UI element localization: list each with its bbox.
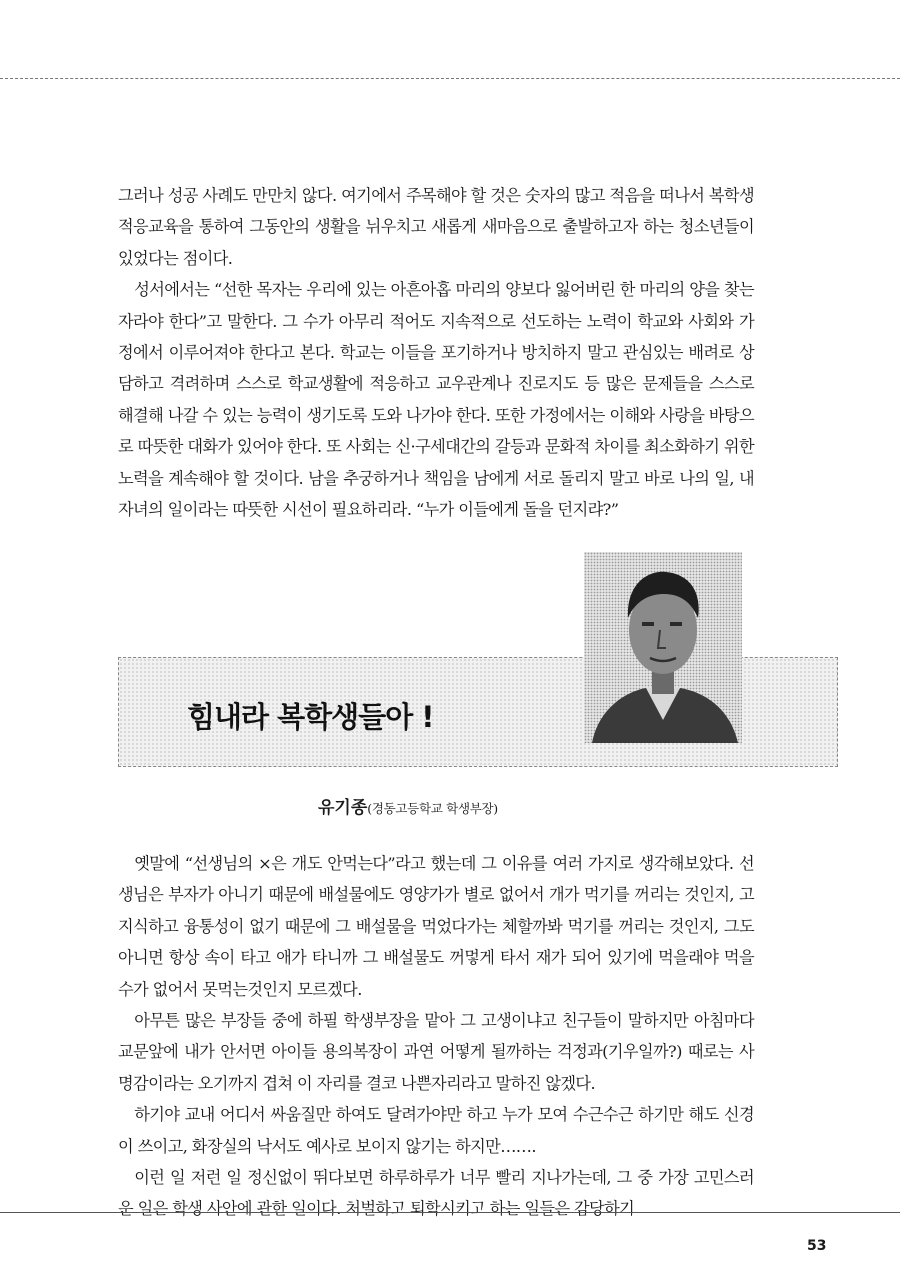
author-role: (경동고등학교 학생부장) — [367, 801, 498, 816]
page-number: 53 — [807, 1238, 827, 1254]
paragraph: 성서에서는 “선한 목자는 우리에 있는 아흔아홉 마리의 양보다 잃어버린 한 마리의 양을 찾는 자라야 한다”고 말한다. 그 수가 아무리 적어도 지속적으로 선도하는 노력이 학교와 사회와 가정에서 이루어져야 한다고 본다. 학교는 이들을 포기하거나 방치하지 말고 관심있는 배려로 상담하고 격려하며 스스로 학교생활에 적응하고 교우관계나 진로지도 등 많은 문제들을 스스로 해결해 나갈 수 있는 능력이 생기도록 도와 나가야 한다. 또한 가정에서는 이해와 사랑을 바탕으로 따뜻한 대화가 있어야 한다. 또 사회는 신·구세대간의 갈등과 문화적 차이를 최소화하기 위한 노력을 계속해야 할 것이다. 남을 추궁하거나 책임을 남에게 서로 돌리지 말고 바로 나의 일, 내 자녀의 일이라는 따뜻한 시선이 필요하리라. “누가 이들에게 돌을 던지랴?” — [118, 280, 754, 520]
paragraph: 옛말에 “선생님의 ×은 개도 안먹는다”라고 했는데 그 이유를 여러 가지로 생각해보았다. 선생님은 부자가 아니기 때문에 배설물에도 영양가가 별로 없어서 개가 먹기를 꺼리는 것인지, 고지식하고 융통성이 없기 때문에 그 배설물을 먹었다가는 체할까봐 먹기를 꺼리는 것인지, 그도 아니면 항상 속이 타고 애가 타니까 그 배설물도 꺼멓게 타서 재가 되어 있기에 먹을래야 먹을 수가 없어서 못먹는것인지 모르겠다. — [118, 854, 754, 999]
paragraph: 이런 일 저런 일 정신없이 뛰다보면 하루하루가 너무 빨리 지나가는데, 그 중 가장 고민스러운 일은 학생 사안에 관한 일이다. 처벌하고 퇴학시키고 하는 일들은 감당하기 — [118, 1168, 754, 1219]
author-name: 유기종 — [318, 798, 368, 818]
paragraph: 하기야 교내 어디서 싸움질만 하여도 달려가야만 하고 누가 모여 수근수근 하기만 해도 신경이 쓰이고, 화장실의 낙서도 예사로 보이지 않기는 하지만……. — [118, 1105, 754, 1156]
body-text-top — [118, 180, 754, 525]
author-photo — [584, 552, 742, 743]
top-divider — [0, 78, 900, 79]
byline — [318, 793, 498, 818]
author-portrait-image — [584, 552, 742, 743]
bottom-divider — [0, 1212, 900, 1213]
paragraph: 그러나 성공 사례도 만만치 않다. 여기에서 주목해야 할 것은 숫자의 많고 적음을 떠나서 복학생 적응교육을 통하여 그동안의 생활을 뉘우치고 새롭게 새마음으로 출발하고자 하는 청소년들이 있었다는 점이다. — [118, 186, 754, 268]
paragraph: 아무튼 많은 부장들 중에 하필 학생부장을 맡아 그 고생이냐고 친구들이 말하지만 아침마다 교문앞에 내가 안서면 아이들 용의복장이 과연 어떻게 될까하는 걱정과(기우일까?) 때로는 사명감이라는 오기까지 겹쳐 이 자리를 결코 나쁜자리라고 말하진 않겠다. — [118, 1011, 754, 1093]
article-title: 힘내라 복학생들아 ! — [187, 700, 434, 734]
body-text-bottom — [118, 848, 754, 1225]
